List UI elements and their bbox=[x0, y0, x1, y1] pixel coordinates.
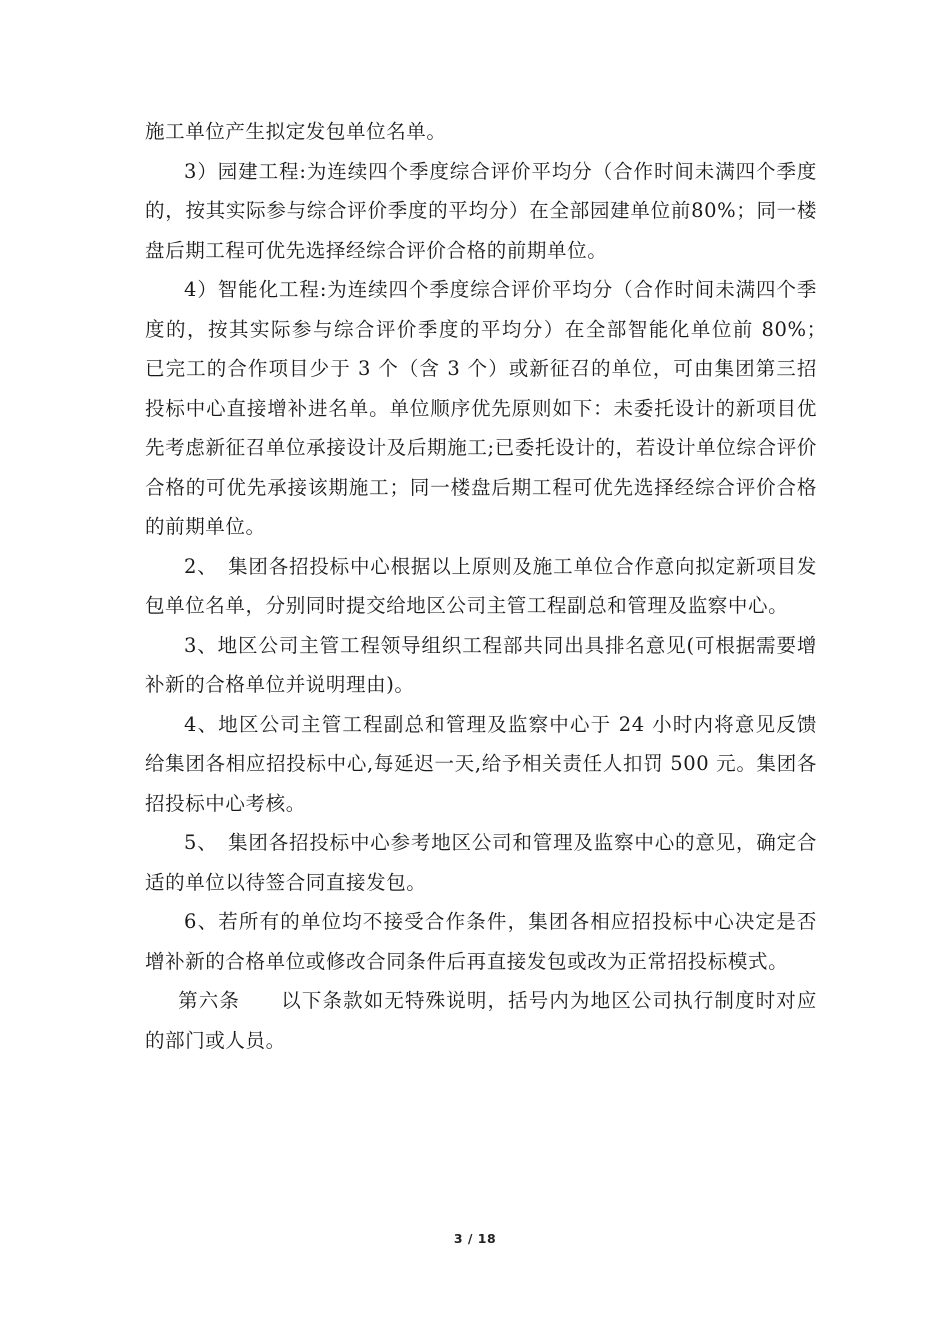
paragraph-item-4: 4、地区公司主管工程副总和管理及监察中心于 24 小时内将意见反馈给集团各相应招投标中心,每延迟一天,给予相关责任人扣罚 500 元。集团各招投标中心考核。 bbox=[145, 712, 817, 815]
paragraph-landscape-works: 3）园建工程:为连续四个季度综合评价平均分（合作时间未满四个季度的，按其实际参与综合评价季度的平均分）在全部园建单位前80%；同一楼盘后期工程可优先选择经综合评价合格的前期单位。 bbox=[145, 159, 817, 262]
paragraph-item-6: 6、若所有的单位均不接受合作条件，集团各相应招投标中心决定是否增补新的合格单位或修改合同条件后再直接发包或改为正常招投标模式。 bbox=[145, 910, 817, 973]
paragraph-intelligent-works: 4）智能化工程:为连续四个季度综合评价平均分（合作时间未满四个季度的，按其实际参与综合评价季度的平均分）在全部智能化单位前 80%； 已完工的合作项目少于 3 个（含 3 个）或新征召的单位，可由集团第三招投标中心直接增补进名单。单位顺序优先原则如下：未委托设计的新项目优先考虑新征召单位承接设计及后期施工;已委托设计的，若设计单位综合评价合格的可优先承接该期施工；同一楼盘后期工程可优先选择经综合评价合格的前期单位。 bbox=[145, 278, 838, 538]
document-body bbox=[145, 112, 838, 1060]
paragraph-item-2: 2、 集团各招投标中心根据以上原则及施工单位合作意向拟定新项目发包单位名单，分别同时提交给地区公司主管工程副总和管理及监察中心。 bbox=[145, 554, 817, 617]
paragraph-item-5: 5、 集团各招投标中心参考地区公司和管理及监察中心的意见，确定合适的单位以待签合同直接发包。 bbox=[145, 831, 817, 894]
paragraph-article-six: 第六条 以下条款如无特殊说明，括号内为地区公司执行制度时对应的部门或人员。 bbox=[145, 989, 817, 1052]
paragraph-item-3: 3、地区公司主管工程领导组织工程部共同出具排名意见(可根据需要增补新的合格单位并说明理由)。 bbox=[145, 633, 817, 696]
page-number: 3 / 18 bbox=[453, 1231, 497, 1246]
paragraph-continuation: 施工单位产生拟定发包单位名单。 bbox=[145, 120, 447, 143]
